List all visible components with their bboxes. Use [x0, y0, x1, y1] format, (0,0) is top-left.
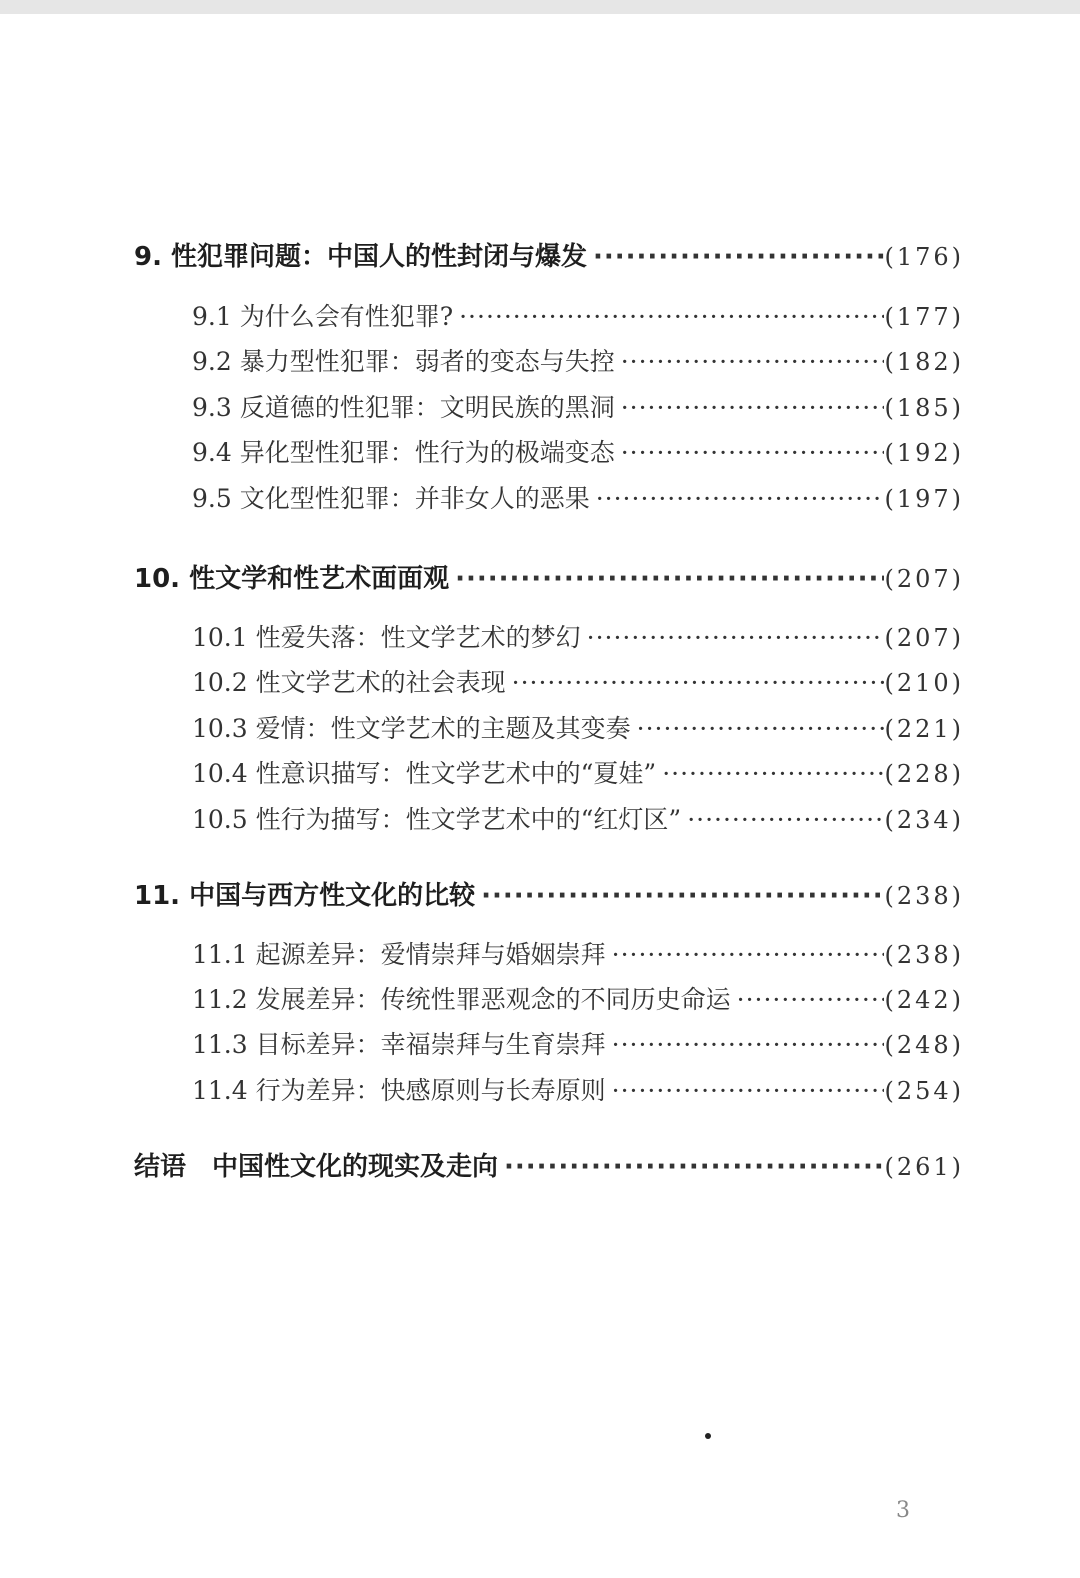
toc-section-9-4[interactable]: [192, 433, 964, 469]
toc-section-title: 11.3 目标差异：幸福崇拜与生育崇拜: [192, 1030, 606, 1059]
toc-page-ref: (238): [884, 941, 964, 969]
toc-section-title: 10.3 爱情：性文学艺术的主题及其变奏: [192, 714, 631, 743]
toc-section-title: 9.3 反道德的性犯罪：文明民族的黑洞: [192, 393, 615, 422]
dot-leader: [606, 1076, 885, 1105]
toc-page-ref: (185): [884, 394, 964, 422]
toc-page-ref: (176): [884, 243, 964, 271]
toc-page-ref: (192): [884, 439, 964, 467]
toc-page-ref: (207): [884, 565, 964, 593]
toc-chapter-title: 10. 性文学和性艺术面面观: [134, 564, 450, 594]
toc-page-ref: (248): [884, 1031, 964, 1059]
toc-section-11-4[interactable]: [192, 1071, 964, 1107]
dot-leader: [615, 393, 885, 422]
toc-section-11-3[interactable]: [192, 1025, 964, 1061]
toc-chapter-title: 结语 中国性文化的现实及走向: [134, 1152, 499, 1182]
toc-page-ref: (177): [884, 303, 964, 331]
toc-section-9-5[interactable]: [192, 479, 964, 515]
toc-section-10-5[interactable]: [192, 800, 964, 836]
dot-leader: [631, 714, 885, 743]
dot-leader: [587, 242, 884, 272]
dot-leader: [656, 759, 884, 788]
dot-leader: [475, 881, 884, 911]
toc-page-ref: (261): [884, 1153, 964, 1181]
toc-chapter-9[interactable]: [134, 236, 964, 273]
toc-section-title: 11.2 发展差异：传统性罪恶观念的不同历史命运: [192, 985, 731, 1014]
toc-chapter-title: 11. 中国与西方性文化的比较: [134, 881, 476, 911]
toc-section-title: 11.4 行为差异：快感原则与长寿原则: [192, 1076, 606, 1105]
toc-section-title: 10.4 性意识描写：性文学艺术中的“夏娃”: [192, 759, 657, 788]
toc-section-10-1[interactable]: [192, 618, 964, 654]
toc-section-title: 10.1 性爱失落：性文学艺术的梦幻: [192, 623, 581, 652]
dot-leader: [606, 940, 885, 969]
toc-page-ref: (234): [884, 806, 964, 834]
toc-page-ref: (228): [884, 760, 964, 788]
toc-conclusion[interactable]: [134, 1146, 964, 1183]
page-number: 3: [896, 1498, 910, 1523]
dot-leader: [731, 985, 885, 1014]
toc-section-10-4[interactable]: [192, 754, 964, 790]
toc-section-11-1[interactable]: [192, 935, 964, 971]
toc-page-ref: (210): [884, 669, 964, 697]
toc-page-ref: (254): [884, 1077, 964, 1105]
dot-leader: [615, 347, 885, 376]
toc-section-title: 11.1 起源差异：爱情崇拜与婚姻崇拜: [192, 940, 606, 969]
toc-section-title: 9.5 文化型性犯罪：并非女人的恶果: [192, 484, 590, 513]
toc-section-10-2[interactable]: [192, 663, 964, 699]
toc-section-title: 10.5 性行为描写：性文学艺术中的“红灯区”: [192, 805, 682, 834]
toc-chapter-11[interactable]: [134, 875, 964, 912]
toc-section-11-2[interactable]: [192, 980, 964, 1016]
toc-section-10-3[interactable]: [192, 709, 964, 745]
toc-page-ref: (207): [884, 624, 964, 652]
toc-page-ref: (182): [884, 348, 964, 376]
dot-leader: [581, 623, 885, 652]
toc-chapter-title: 9. 性犯罪问题：中国人的性封闭与爆发: [134, 242, 588, 272]
toc-page-ref: (197): [884, 485, 964, 513]
dot-leader: [453, 302, 884, 331]
toc-page-ref: (242): [884, 986, 964, 1014]
toc-page-ref: (238): [884, 882, 964, 910]
toc-section-9-1[interactable]: [192, 297, 964, 333]
dot-leader: [615, 438, 885, 467]
dot-leader: [498, 1152, 884, 1182]
dot-leader: [606, 1030, 885, 1059]
dot-leader: [590, 484, 885, 513]
toc-chapter-10[interactable]: [134, 558, 964, 595]
toc-section-title: 9.4 异化型性犯罪：性行为的极端变态: [192, 438, 615, 467]
stray-ink-dot: [705, 1433, 711, 1439]
dot-leader: [449, 564, 884, 594]
dot-leader: [681, 805, 884, 834]
toc-section-title: 10.2 性文学艺术的社会表现: [192, 668, 506, 697]
toc-section-9-2[interactable]: [192, 342, 964, 378]
toc-page-ref: (221): [884, 715, 964, 743]
toc-section-title: 9.2 暴力型性犯罪：弱者的变态与失控: [192, 347, 615, 376]
toc-section-9-3[interactable]: [192, 388, 964, 424]
dot-leader: [506, 668, 885, 697]
toc-section-title: 9.1 为什么会有性犯罪?: [192, 302, 454, 331]
